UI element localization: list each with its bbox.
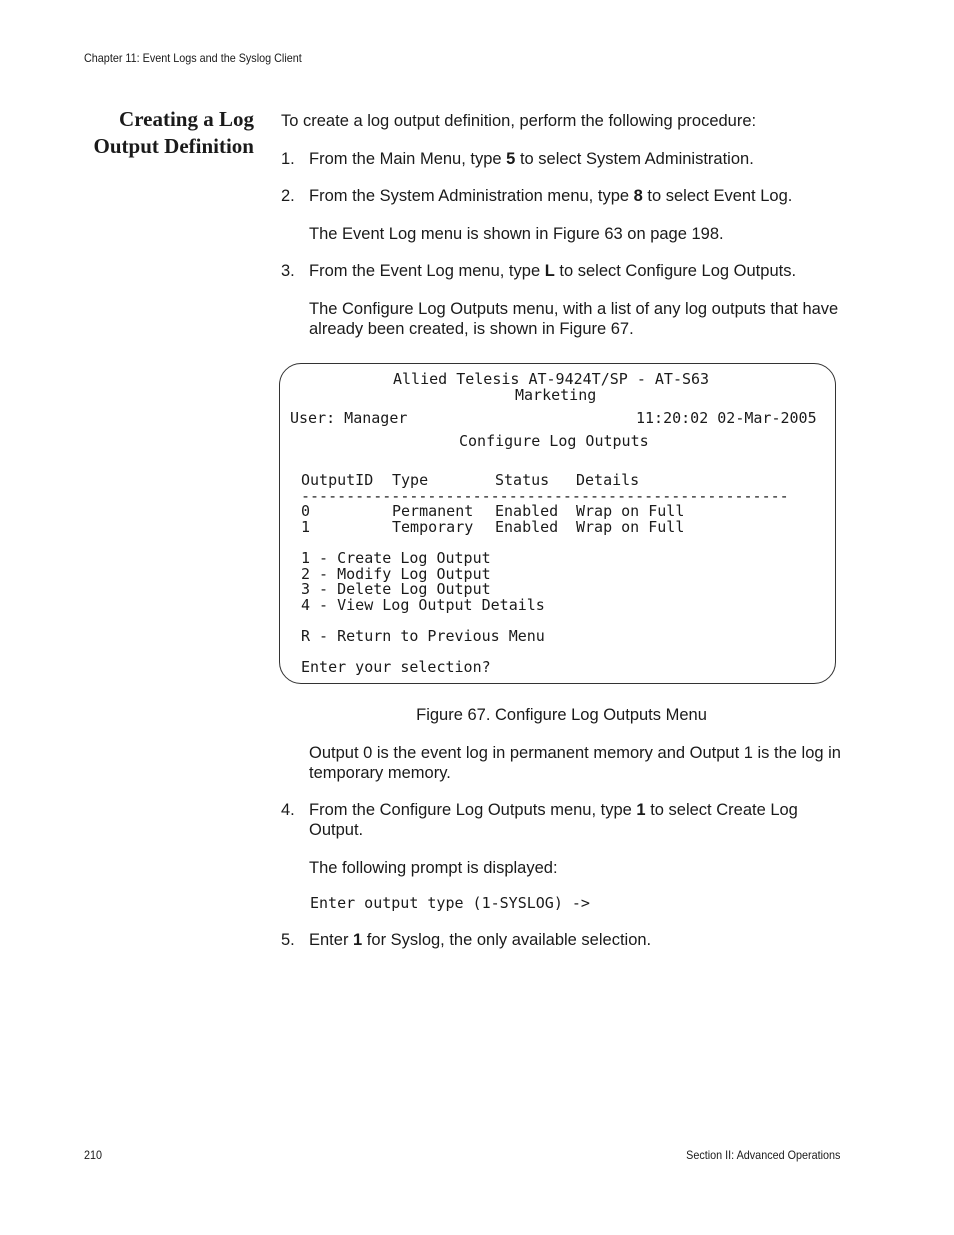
step-2-text — [309, 186, 792, 206]
section-heading — [60, 106, 254, 160]
step-5-number: 5. — [281, 931, 295, 949]
section-heading-line-2: Output Definition — [93, 134, 254, 158]
terminal-user: User: Manager — [290, 409, 408, 427]
terminal-device-name: Allied Telesis AT-9424T/SP - AT-S63 — [393, 370, 710, 388]
step-3-key: L — [544, 262, 555, 280]
row-1-id: 1 — [301, 518, 311, 536]
section-footer: Section II: Advanced Operations — [685, 1148, 840, 1162]
menu-option-create: 1 - Create Log Output — [301, 549, 491, 567]
row-0-details: Wrap on Full — [576, 502, 685, 520]
step-3-before: From the Event Log menu, type — [309, 262, 545, 280]
step-1-number: 1. — [281, 150, 295, 168]
prompt-code: Enter output type (1-SYSLOG) -> — [310, 894, 590, 912]
row-1-type: Temporary — [392, 518, 474, 536]
row-0-type: Permanent — [392, 502, 474, 520]
intro-paragraph: To create a log output definition, perform the following procedure: — [281, 112, 757, 130]
step-4-after: to select Create Log Output. — [309, 801, 798, 839]
step-1-text — [309, 149, 754, 169]
step-5-key: 1 — [353, 931, 363, 949]
terminal-datetime: 11:20:02 02-Mar-2005 — [636, 409, 817, 427]
figure-caption: Figure 67. Configure Log Outputs Menu — [416, 706, 707, 724]
running-header: Chapter 11: Event Logs and the Syslog Client — [84, 51, 302, 65]
row-0-id: 0 — [301, 502, 311, 520]
terminal-location: Marketing — [515, 386, 597, 404]
column-header-details: Details — [576, 471, 640, 489]
step-5-before: Enter — [309, 931, 354, 949]
menu-option-delete: 3 - Delete Log Output — [301, 580, 491, 598]
terminal-prompt: Enter your selection? — [301, 658, 491, 676]
output-explanation: Output 0 is the event log in permanent memory and Output 1 is the log in temporary memory. — [309, 744, 841, 782]
step-1-after: to select System Administration. — [515, 150, 754, 168]
step-5-after: for Syslog, the only available selection. — [362, 931, 652, 949]
menu-option-return: R - Return to Previous Menu — [301, 627, 545, 645]
section-heading-line-1: Creating a Log — [119, 107, 254, 131]
step-2-before: From the System Administration menu, type — [309, 187, 634, 205]
configure-menu-reference: The Configure Log Outputs menu, with a list of any log outputs that have already been created, is shown in Figure 67. — [309, 300, 839, 338]
step-4-text — [309, 800, 839, 840]
step-4-number: 4. — [281, 801, 295, 819]
step-3-after: to select Configure Log Outputs. — [554, 262, 797, 280]
step-1-key: 5 — [506, 150, 516, 168]
column-header-status: Status — [495, 471, 550, 489]
table-separator: ------------------------------------------------------ — [301, 487, 789, 505]
event-log-reference: The Event Log menu is shown in Figure 63 on page 198. — [309, 225, 724, 243]
step-3-number: 3. — [281, 262, 295, 280]
step-5-text — [309, 930, 651, 950]
terminal-menu-title: Configure Log Outputs — [459, 432, 649, 450]
step-2-number: 2. — [281, 187, 295, 205]
menu-option-view: 4 - View Log Output Details — [301, 596, 545, 614]
row-1-status: Enabled — [495, 518, 559, 536]
row-1-details: Wrap on Full — [576, 518, 685, 536]
column-header-outputid: OutputID — [301, 471, 374, 489]
prompt-intro: The following prompt is displayed: — [309, 859, 558, 877]
menu-option-modify: 2 - Modify Log Output — [301, 565, 491, 583]
step-3-text — [309, 261, 796, 281]
row-0-status: Enabled — [495, 502, 559, 520]
step-2-after: to select Event Log. — [642, 187, 793, 205]
step-1-before: From the Main Menu, type — [309, 150, 507, 168]
page-number: 210 — [84, 1148, 103, 1162]
step-2-key: 8 — [633, 187, 643, 205]
step-4-key: 1 — [636, 801, 646, 819]
column-header-type: Type — [392, 471, 429, 489]
step-4-before: From the Configure Log Outputs menu, type — [309, 801, 637, 819]
